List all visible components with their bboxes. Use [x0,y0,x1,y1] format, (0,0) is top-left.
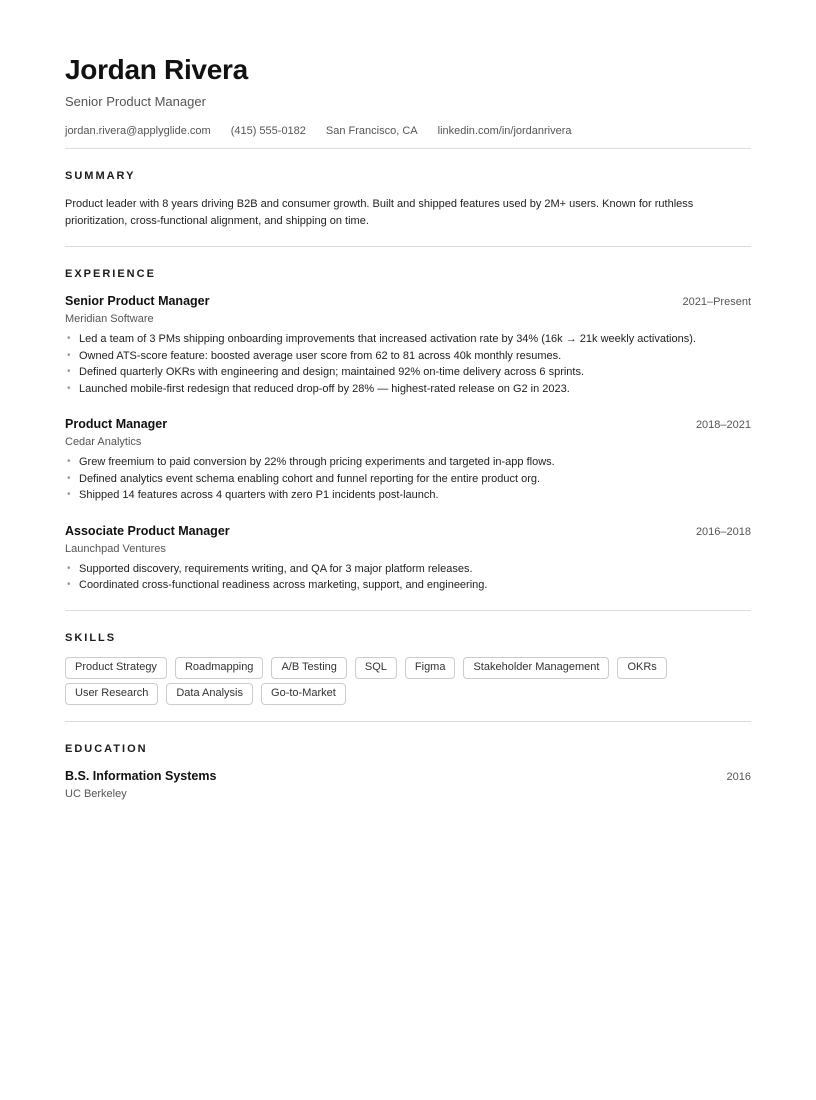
job-company: Cedar Analytics [65,436,142,448]
job-title: Associate Product Manager [65,523,230,538]
skill-pill: A/B Testing [271,657,346,679]
divider [65,246,751,247]
section-heading-education: EDUCATION [65,742,148,755]
summary-section [65,170,751,230]
candidate-name: Jordan Rivera [65,54,248,85]
school-name: UC Berkeley [65,787,127,800]
section-heading-experience: EXPERIENCE [65,268,156,280]
job-company: Launchpad Ventures [65,542,166,555]
job-dates: 2016–2018 [695,525,751,538]
skill-pill: Product Strategy [65,657,167,679]
job-company: Meridian Software [65,313,154,325]
contact-phone: (415) 555-0182 [230,125,306,137]
job-bullet-list [65,561,751,594]
education-section [65,743,751,800]
skill-pill: SQL [355,657,397,679]
divider [65,610,751,611]
skill-pill: Data Analysis [166,683,253,705]
job-bullet: • Supported discovery, requirements writing, and QA for 3 major platform releases. [65,561,751,578]
skill-pill: Stakeholder Management [463,657,609,679]
summary-text: Product leader with 8 years driving B2B and consumer growth. Built and shipped features used by 2M+ users. Known for ruthless prioritization, cross-functional alignment, and shipping on time. [65,198,694,227]
skill-pill: Figma [405,657,456,679]
contact-linkedin: linkedin.com/in/jordanrivera [437,125,572,137]
degree-title: B.S. Information Systems [65,768,217,783]
job-dates: 2021–Present [682,296,751,308]
job-bullet: • Launched mobile-first redesign that reduced drop-off by 28% — highest-rated release on G2 in 2023. [65,381,751,398]
section-heading-summary: SUMMARY [65,170,136,182]
skills-section [65,632,751,705]
job-bullet: • Led a team of 3 PMs shipping onboarding improvements that increased activation rate by 34% (16k → 21k weekly activations). [65,331,751,348]
job-bullet: • Coordinated cross-functional readiness across marketing, support, and engineering. [65,577,751,594]
skill-pill: User Research [65,683,158,705]
section-heading-skills: SKILLS [65,631,117,644]
contact-email: jordan.rivera@applyglide.com [65,125,211,137]
job-title: Senior Product Manager [65,294,210,308]
job-bullet: • Defined quarterly OKRs with engineering and design; maintained 92% on-time delivery across 6 sprints. [65,364,751,381]
job-dates: 2018–2021 [695,419,751,431]
education-entry [65,769,751,783]
contact-row [65,125,751,137]
job-bullet-list [65,454,751,504]
contact-location: San Francisco, CA [325,125,418,137]
job-entry-senior-product-manager [65,294,751,397]
job-bullet: • Owned ATS-score feature: boosted average user score from 62 to 81 across 40k monthly resumes. [65,348,751,365]
job-bullet: • Grew freemium to paid conversion by 22% through pricing experiments and targeted in-app flows. [65,454,751,471]
skill-pill: Go-to-Market [261,683,346,705]
job-head [65,294,751,308]
job-head [65,417,751,431]
job-bullet: • Shipped 14 features across 4 quarters with zero P1 incidents post-launch. [65,487,751,504]
skill-pill-list [65,657,751,705]
job-bullet: • Defined analytics event schema enabling cohort and funnel reporting for the entire product org. [65,471,751,488]
skill-pill: OKRs [617,657,666,679]
candidate-title: Senior Product Manager [65,94,206,109]
resume-header [65,56,751,137]
skill-pill: Roadmapping [175,657,264,679]
job-entry-associate-product-manager [65,524,751,594]
experience-section [65,268,751,594]
job-title: Product Manager [65,417,168,431]
divider [65,721,751,722]
job-head [65,524,751,538]
job-bullet-list [65,331,751,397]
education-dates: 2016 [726,770,751,783]
divider [65,148,751,149]
job-entry-product-manager [65,417,751,504]
